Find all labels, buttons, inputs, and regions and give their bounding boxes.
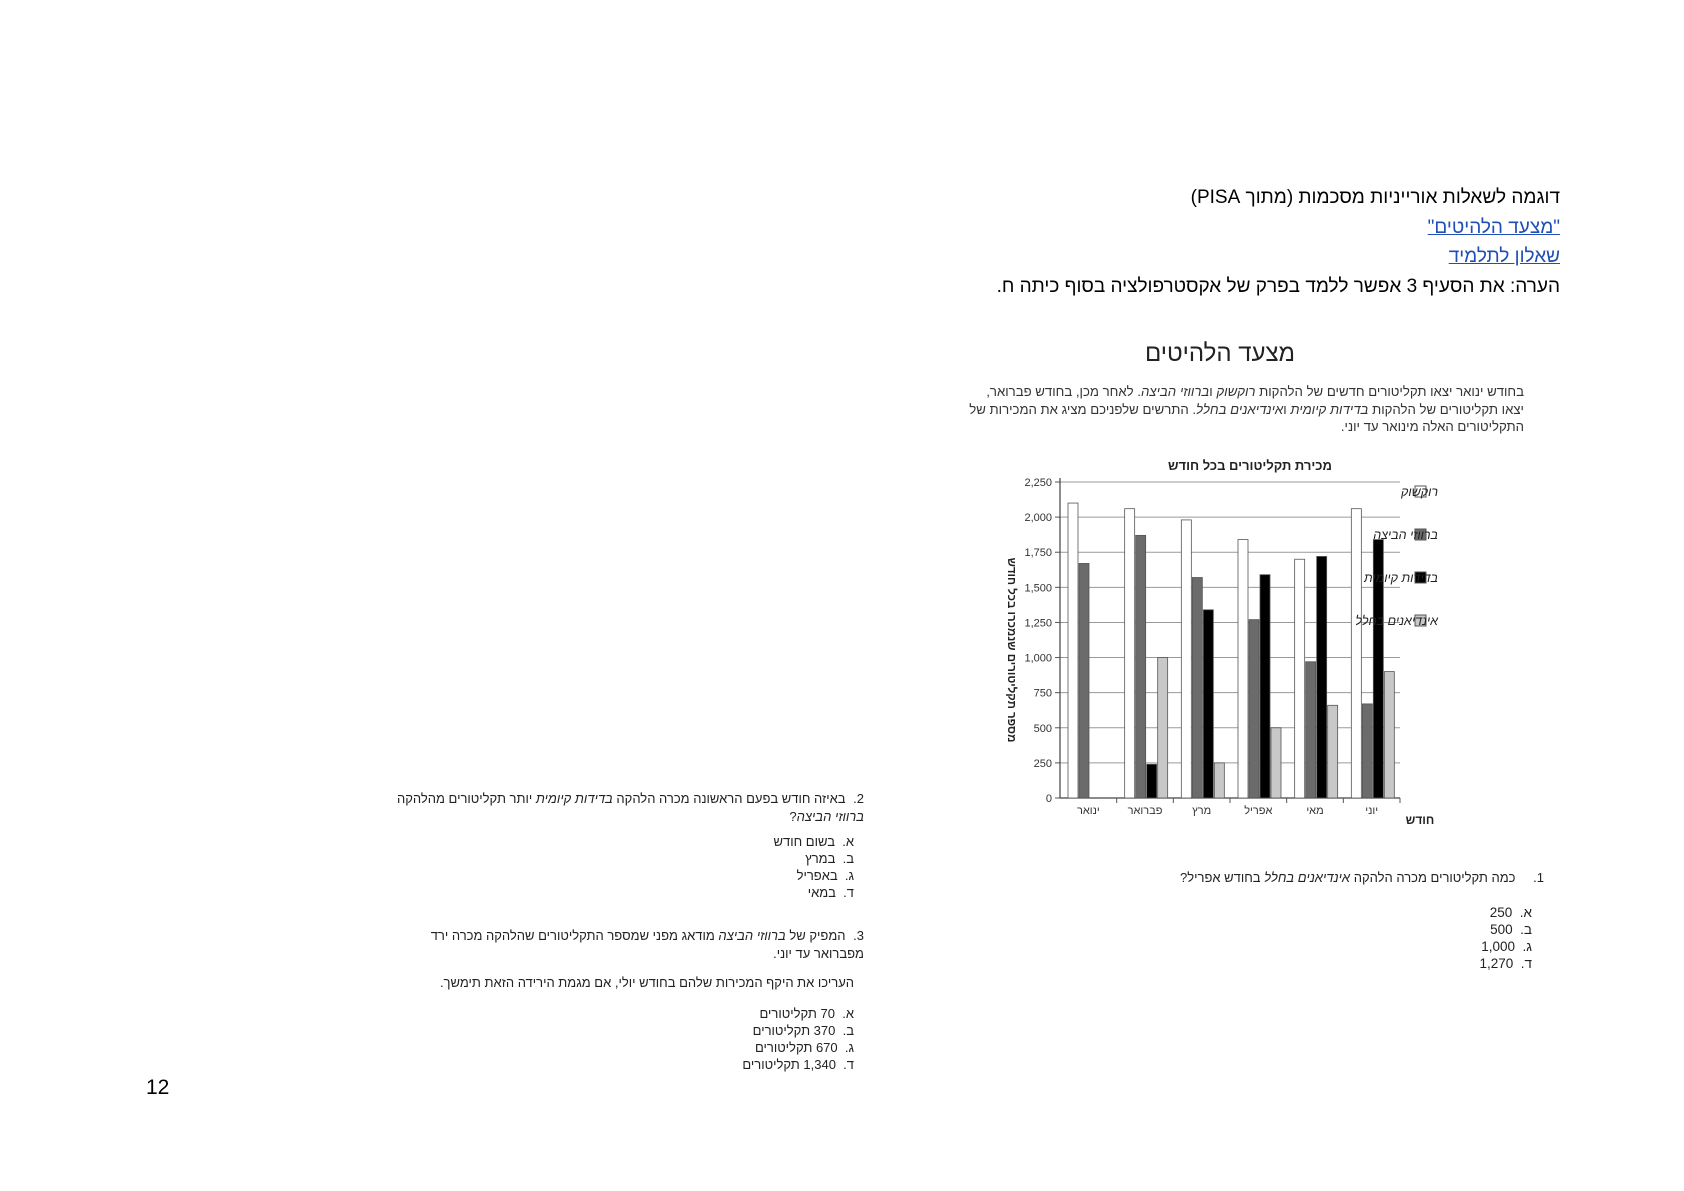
answer-option[interactable] [694,1039,854,1056]
bar [1192,578,1202,798]
question-band-name: ברווזי הביצה [718,928,786,943]
question-number: 1. [1533,870,1544,885]
option-letter: ג. [844,868,854,883]
answer-option[interactable] [734,833,854,850]
chart-title: מכירת תקליטורים בכל חודש [1168,458,1332,473]
y-tick-label: 0 [1045,793,1052,805]
bar [1214,763,1224,798]
figure-title: מצעד הלהיטים [1144,340,1296,367]
intro-text: . התרשים שלפניכם מציג את המכירות של התקליטורים האלה מינואר עד יוני. [969,401,1524,434]
question-number: 2. [853,791,864,806]
bar [1260,575,1270,798]
bar [1351,509,1361,798]
y-tick-label: 2,000 [1024,512,1052,525]
hit-parade-link[interactable]: "מצעד הלהיטים" [1427,216,1560,238]
bar [1295,559,1305,798]
bar [1362,704,1372,798]
option-letter: ד. [843,885,854,900]
page-number: 12 [146,1076,170,1099]
option-text: 670 תקליטורים [754,1040,838,1055]
x-tick-label: מאי [1306,805,1324,817]
legend-label: רוקשוק [1400,485,1438,499]
intro-text: . לאחר מכן, בחודש פברואר, יצאו תקליטורים של הלהקות [986,384,1524,417]
option-text: 250 [1489,905,1513,920]
question-text [1180,870,1516,885]
option-text: 70 תקליטורים [759,1006,835,1021]
answer-option[interactable] [1412,955,1532,972]
legend-label: ברווזי הביצה [1373,528,1438,542]
option-letter: א. [1519,905,1532,920]
y-tick-label: 500 [1033,722,1052,735]
intro-text: ו [1209,384,1217,399]
x-tick-label: פברואר [1127,805,1163,817]
option-letter: א. [842,1006,854,1021]
option-text: 370 תקליטורים [752,1023,836,1038]
legend-label: אינדיאנים בחלל [1355,614,1438,628]
answer-option[interactable] [694,1022,854,1039]
intro-band-name: אינדיאנים בחלל [1196,401,1284,417]
header-title: דוגמה לשאלות אורייניות מסכמות (מתוך PISA) [1190,187,1560,208]
y-tick-label: 1,750 [1024,547,1052,560]
x-tick-label: מרץ [1192,805,1212,817]
y-tick-label: 750 [1033,687,1052,700]
intro-text: בחודש ינואר יצאו תקליטורים חדשים של הלהקות [1255,384,1524,399]
question-text-part: מודאג מפני שמספר התקליטורים שהלהקה מכרה ירד מפברואר עד יוני. [430,928,864,961]
answer-option[interactable] [734,850,854,867]
question-3-options [694,1005,854,1073]
option-text: בשום חודש [773,834,835,849]
question-text-part: בחודש אפריל? [1180,870,1265,885]
x-tick-label: ינואר [1076,805,1100,817]
question-text-part: באיזה חודש בפעם הראשונה מכרה הלהקה [612,791,846,806]
student-questionnaire-link[interactable]: שאלון לתלמיד [1448,246,1560,267]
intro-band-name: רוקשוק [1216,384,1256,399]
bar [1147,764,1157,798]
x-tick-label: יוני [1365,805,1379,817]
question-3-instruction: העריכו את היקף המכירות שלהם בחודש יולי, אם מגמת הירידה הזאת תימשך. [439,975,854,990]
intro-band-name: בדידות קיומית [1290,401,1369,417]
answer-option[interactable] [734,884,854,901]
answer-option[interactable] [1412,921,1532,938]
option-text: 1,000 [1481,939,1516,954]
option-letter: ב. [842,1023,854,1038]
bar [1328,705,1338,798]
y-axis-label: מספר תקליטורים שנמכרו בכל חודש [1005,557,1017,743]
bar [1249,620,1259,798]
bar [1306,662,1316,798]
question-1-options [1412,904,1532,972]
option-letter: ג. [844,1040,854,1055]
bar [1079,563,1089,798]
y-tick-label: 2,250 [1024,477,1052,489]
bar [1125,509,1135,798]
option-text: 1,270 [1479,956,1514,971]
bar [1271,728,1281,798]
bar [1203,610,1213,798]
sales-bar-chart [990,452,1560,842]
question-2 [394,790,864,825]
bar [1158,658,1168,798]
question-2-options [734,833,854,901]
question-text-part: יותר תקליטורים מהלהקה [396,791,536,806]
document-header [660,183,1560,301]
option-text: במאי [807,885,836,900]
option-letter: ד. [843,1057,854,1072]
question-number: 3. [853,928,864,943]
option-letter: ד. [1520,956,1532,971]
option-letter: ב. [1520,922,1532,937]
intro-band-name: ברווזי הביצה [1140,384,1210,399]
question-3 [394,927,864,962]
bar [1068,503,1078,798]
y-tick-label: 1,000 [1024,652,1052,665]
question-band-name: ברווזי הביצה [796,808,864,824]
x-axis-label: חודש [1405,813,1435,827]
intro-text: ו [1283,401,1291,417]
option-letter: א. [842,834,854,849]
question-band-name: בדידות קיומית [535,791,613,806]
y-tick-label: 1,250 [1024,617,1052,630]
option-text: במרץ [805,851,836,866]
y-tick-label: 1,500 [1024,582,1052,595]
question-text-part: המפיק של [785,928,846,943]
bar [1317,556,1327,798]
bar [1384,672,1394,798]
header-note: הערה: את הסעיף 3 אפשר ללמד בפרק של אקסטרפולציה בסוף כיתה ח. [996,275,1560,297]
option-text: באפריל [796,868,838,883]
bar [1181,520,1191,798]
answer-option[interactable] [1412,904,1532,921]
x-tick-label: אפריל [1244,805,1273,817]
answer-option[interactable] [734,867,854,884]
option-letter: ג. [1522,939,1532,954]
option-text: 1,340 תקליטורים [742,1057,836,1072]
legend-label: בדידות קיומית [1363,571,1438,585]
question-1 [944,870,1544,885]
answer-option[interactable] [694,1056,854,1073]
option-letter: ב. [842,851,854,866]
answer-option[interactable] [694,1005,854,1022]
option-text: 500 [1490,922,1513,937]
answer-option[interactable] [1412,938,1532,955]
question-band-name: אינדיאנים בחלל [1264,870,1351,885]
bar [1136,535,1146,798]
figure-intro [964,383,1524,436]
question-text-part: כמה תקליטורים מכרה הלהקה [1350,870,1516,885]
y-tick-label: 250 [1033,757,1052,770]
question-text-part: ? [789,808,797,824]
bar [1238,540,1248,798]
